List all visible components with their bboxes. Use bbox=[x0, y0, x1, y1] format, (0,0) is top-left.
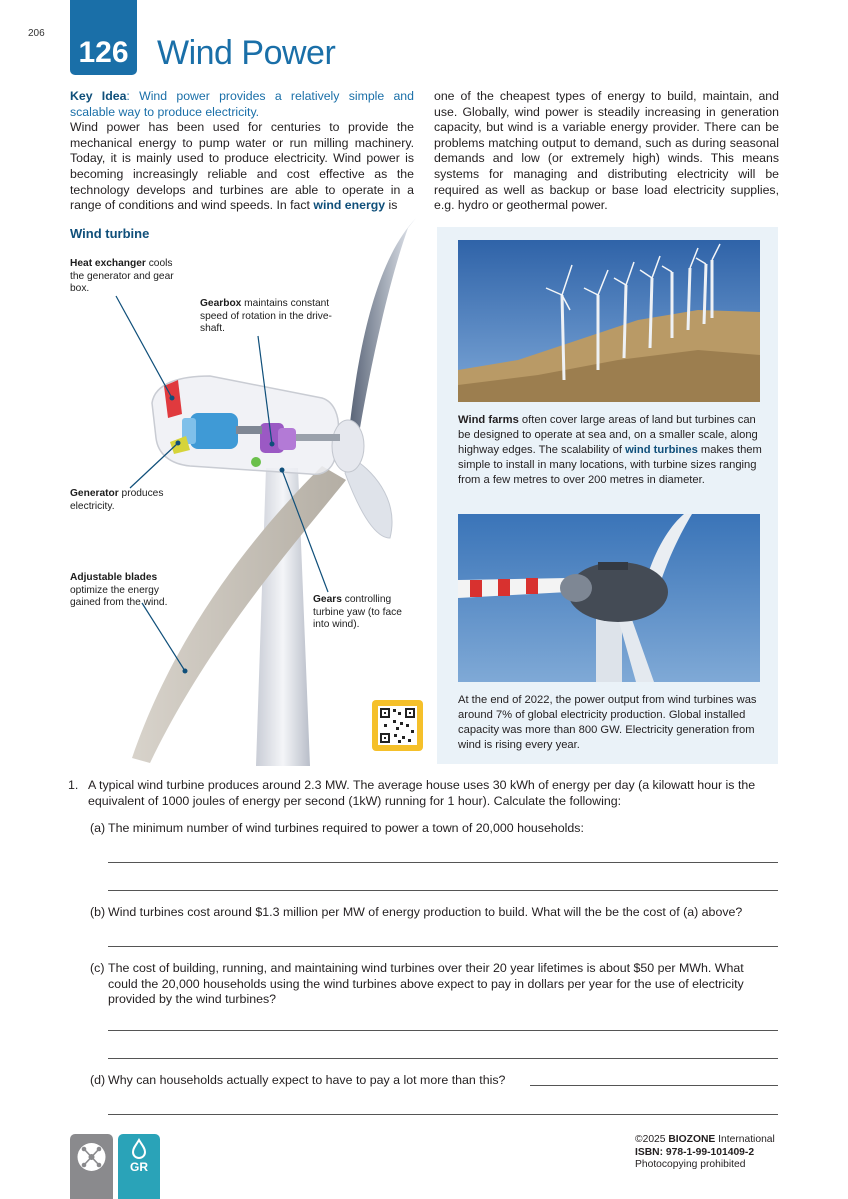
intro-left-body: Wind power has been used for centuries to provide the mechanical energy to pump water or run milling machinery. Today, it is mainly used to produce electricity. Wind power is becoming increasingly reliable and cost effective as the technology develops and turbines are able to operate in a range of conditions and wind speeds. In fact bbox=[70, 120, 414, 213]
footer-tab-gr bbox=[118, 1134, 160, 1199]
question-1b-label: (b) bbox=[90, 905, 106, 919]
side-panel bbox=[437, 227, 778, 764]
answer-line-1d-1[interactable] bbox=[108, 1114, 778, 1115]
diagram-title: Wind turbine bbox=[70, 226, 150, 241]
answer-line-1c-2[interactable] bbox=[108, 1058, 778, 1059]
intro-left-end: is bbox=[385, 198, 398, 213]
question-1-number: 1. bbox=[68, 778, 79, 792]
question-1-stem: A typical wind turbine produces around 2.3 MW. The average house uses 30 kWh of energy per day (a kilowatt hour is the equivalent of 1000 joules of energy per second (1kW) running for 1 hour). Calculate the following: bbox=[88, 778, 756, 808]
footer-copyright: ©2025 BIOZONE International ISBN: 978-1-99-101409-2 Photocopying prohibited bbox=[635, 1134, 775, 1171]
answer-line-1d-inline[interactable] bbox=[530, 1085, 778, 1086]
footer-tab-label: GR bbox=[130, 1160, 148, 1174]
label-adjustable-blades: Adjustable blades optimize the energy gained from the wind. bbox=[70, 572, 168, 609]
question-1c-label: (c) bbox=[90, 961, 105, 975]
qr-code[interactable] bbox=[372, 700, 423, 751]
key-idea-text: : Wind power provides a relatively simple and scalable way to produce electricity. bbox=[70, 89, 414, 119]
intro-right-column: one of the cheapest types of energy to build, maintain, and use. Globally, wind power is steadily increasing in generation capacity, but wind is a variable energy provider. There can be problems matching output to demand, such as during seasonal demands and low (or extremely high) winds. This means systems for managing and distributing electricity will be required as well as backup or base load electricity supplies, e.g. hydro or geothermal power. bbox=[434, 89, 779, 213]
page-title: Wind Power bbox=[157, 34, 336, 72]
answer-line-1c-1[interactable] bbox=[108, 1030, 778, 1031]
caption-wind-farms: Wind farms often cover large areas of land but turbines can be designed to operate at sea and, on a smaller scale, along highway edges. The scalability of wind turbines makes them simple to install in many locations, with turbine sizes ranging from a few metres to over 200 metres in diameter. bbox=[458, 414, 762, 486]
intro-left-column bbox=[70, 89, 414, 214]
answer-line-1a-1[interactable] bbox=[108, 862, 778, 863]
question-1d-text: Why can households actually expect to have to pay a lot more than this? bbox=[108, 1073, 506, 1087]
key-idea-label: Key Idea bbox=[70, 89, 127, 103]
page-number: 206 bbox=[28, 28, 45, 39]
wind-turbine-diagram bbox=[60, 218, 435, 768]
caption-global-output: At the end of 2022, the power output from wind turbines was around 7% of global electricity production. Global installed capacity was more than 800 GW. Electricity generation from wind is rising every year. bbox=[458, 694, 757, 751]
question-1b-text: Wind turbines cost around $1.3 million per MW of energy production to build. What will the be the cost of (a) above? bbox=[108, 905, 743, 919]
activity-number-badge: 126 bbox=[70, 0, 137, 75]
question-1a-label: (a) bbox=[90, 821, 106, 835]
label-heat-exchanger: Heat exchanger cools the generator and gear box. bbox=[70, 258, 174, 295]
answer-line-1b-1[interactable] bbox=[108, 946, 778, 947]
answer-line-1a-2[interactable] bbox=[108, 890, 778, 891]
question-1d-label: (d) bbox=[90, 1073, 106, 1087]
qr-code-icon bbox=[372, 700, 423, 751]
footer-tab-network bbox=[70, 1134, 113, 1199]
question-1c-text: The cost of building, running, and maintaining wind turbines over their 20 year lifetimes is about $50 per MWh. What could the 20,000 households using the wind turbines above expect to pay in dollars per year for the use of electricity provided by the wind turbines? bbox=[108, 961, 744, 1006]
label-gearbox: Gearbox maintains constant speed of rotation in the drive-shaft. bbox=[200, 298, 332, 335]
network-icon bbox=[70, 1134, 113, 1184]
label-gears-yaw: Gears controlling turbine yaw (to face into wind). bbox=[313, 594, 402, 631]
question-1a-text: The minimum number of wind turbines required to power a town of 20,000 households: bbox=[108, 821, 584, 835]
photo-wind-farm bbox=[458, 240, 760, 402]
photo-turbine-closeup bbox=[458, 514, 760, 682]
keyword-wind-energy: wind energy bbox=[313, 198, 386, 213]
label-generator: Generator produces electricity. bbox=[70, 488, 164, 512]
water-drop-icon bbox=[118, 1134, 160, 1160]
